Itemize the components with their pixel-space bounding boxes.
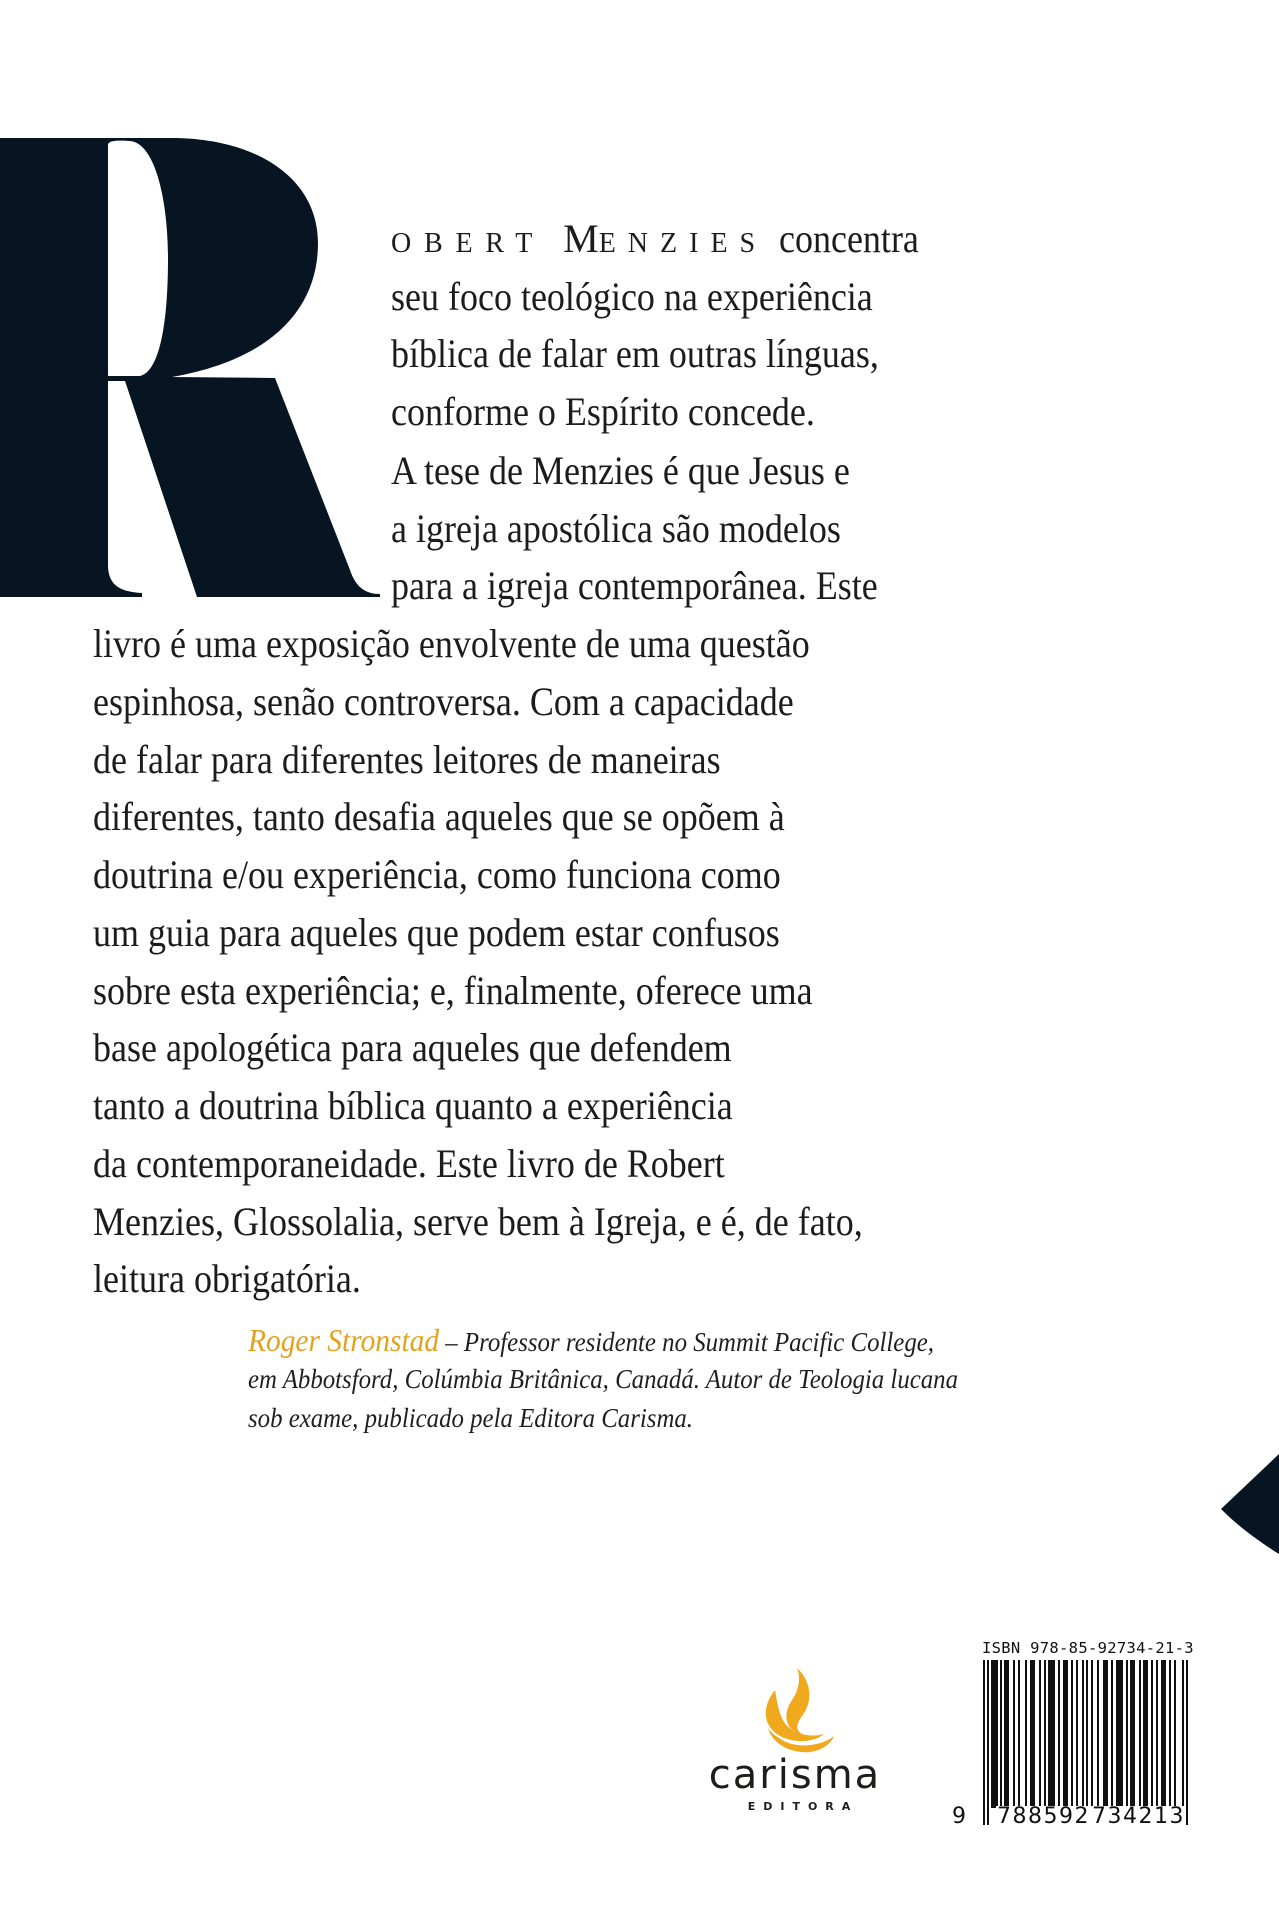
- body-line-19: leitura obrigatória.: [93, 1256, 361, 1301]
- body-line-5: A tese de Menzies é que Jesus e: [391, 448, 850, 493]
- publisher-logo: [700, 1660, 890, 1820]
- body-line-14: sobre esta experiência; e, finalmente, oferece uma: [93, 968, 813, 1013]
- body-line-8: livro é uma exposição envolvente de uma questão: [93, 621, 810, 666]
- flame-icon: [700, 1660, 890, 1755]
- body-line-13: um guia para aqueles que podem estar confusos: [93, 910, 780, 955]
- attribution-line-2: em Abbotsford, Colúmbia Britânica, Canadá. Autor de Teologia lucana: [248, 1364, 959, 1394]
- author-name: Roger Stronstad: [248, 1322, 440, 1358]
- body-line-11: diferentes, tanto desafia aqueles que se opõem à: [93, 794, 785, 839]
- body-line-18: Menzies, Glossolalia, serve bem à Igreja, e é, de fato,: [93, 1199, 863, 1244]
- body-line-9: espinhosa, senão controversa. Com a capacidade: [93, 679, 794, 724]
- small-caps-menzies: Menzies: [563, 216, 768, 261]
- isbn-barcode: [950, 1636, 1195, 1836]
- body-line-3: bíblica de falar em outras línguas,: [391, 331, 879, 376]
- body-line-1: [391, 216, 935, 261]
- barcode-bars: [983, 1660, 1188, 1825]
- body-line-15: base apologética para aqueles que defendem: [93, 1025, 732, 1070]
- attribution-line-1: [248, 1324, 934, 1356]
- small-caps-obert: obert: [391, 216, 546, 261]
- body-line-17: da contemporaneidade. Este livro de Robert: [93, 1141, 725, 1186]
- body-text: concentra: [779, 216, 920, 261]
- body-line-12: doutrina e/ou experiência, como funciona como: [93, 852, 781, 897]
- body-line-16: tanto a doutrina bíblica quanto a experiência: [93, 1083, 733, 1128]
- drop-cap-r: [0, 0, 400, 620]
- body-line-10: de falar para diferentes leitores de maneiras: [93, 737, 721, 782]
- attribution-line-3: sob exame, publicado pela Editora Carisma.: [248, 1403, 694, 1433]
- isbn-label: ISBN 978-85-92734-21-3: [982, 1639, 1194, 1657]
- body-line-6: a igreja apostólica são modelos: [391, 506, 841, 551]
- logo-wordmark: carisma: [708, 1752, 882, 1798]
- body-line-2: seu foco teológico na experiência: [391, 274, 873, 319]
- corner-triangle-decoration: [1215, 1450, 1279, 1560]
- barcode-lead-digit: 9: [952, 1804, 966, 1829]
- body-line-7: para a igreja contemporânea. Este: [391, 563, 878, 608]
- barcode-digits-left: 788592: [997, 1804, 1090, 1829]
- logo-subtitle: EDITORA: [747, 1800, 859, 1813]
- body-line-4: conforme o Espírito concede.: [391, 389, 815, 434]
- barcode-digits-right: 734213: [1092, 1804, 1185, 1829]
- author-credentials: – Professor residente no Summit Pacific College,: [439, 1327, 934, 1357]
